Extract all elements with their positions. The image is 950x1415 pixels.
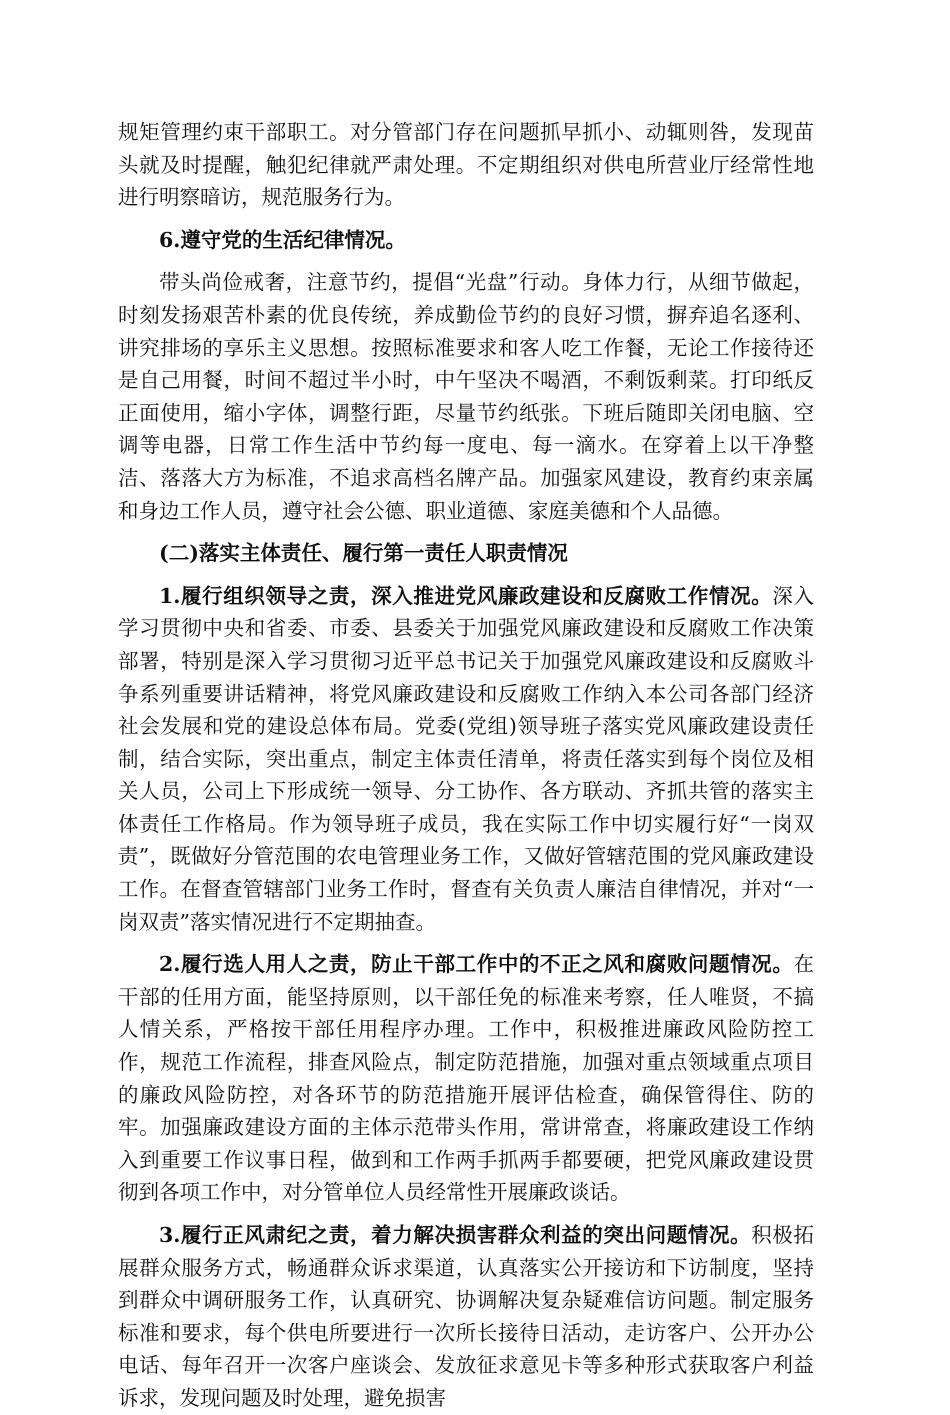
paragraph-item-3 [118,1219,814,1415]
item-1-title: 1.履行组织领导之责，深入推进党风廉政建设和反腐败工作情况。 [159,583,773,608]
paragraph-item-2 [118,948,814,1209]
item-3-title: 3.履行正风肃纪之责，着力解决损害群众利益的突出问题情况。 [159,1223,752,1247]
paragraph-life-discipline: 带头尚俭戒奢，注意节约，提倡“光盘”行动。身体力行，从细节做起，时刻发扬艰苦朴素的优良传统，养成勤俭节约的良好习惯，摒弃追名逐利、讲究排场的享乐主义思想。按照标准要求和客人吃工作餐，无论工作接待还是自己用餐，时间不超过半小时，中午坚决不喝酒，不剩饭剩菜。打印纸反正面使用，缩小字体，调整行距，尽量节约纸张。下班后随即关闭电脑、空调等电器，日常工作生活中节约每一度电、每一滴水。在穿着上以干净整洁、落落大方为标准，不追求高档名牌产品。加强家风建设，教育约束亲属和身边工作人员，遵守社会公德、职业道德、家庭美德和个人品德。 [118,270,814,523]
section-heading-2: (二)落实主体责任、履行第一责任人职责情况 [159,541,568,566]
paragraph-continuation: 规矩管理约束干部职工。对分管部门存在问题抓早抓小、动辄则咎，发现苗头就及时提醒，触犯纪律就严肃处理。不定期组织对供电所营业厅经常性地进行明察暗访，规范服务行为。 [118,120,814,210]
document-body [118,116,814,1415]
item-3-body: 积极拓展群众服务方式，畅通群众诉求渠道，认真落实公开接访和下访制度，坚持到群众中调研服务工作，认真研究、协调解决复杂疑难信访问题。制定服务标准和要求，每个供电所要进行一次所长接待日活动，走访客户、公开办公电话、每年召开一次客户座谈会、发放征求意见卡等多种形式获取客户利益诉求，发现问题及时处理，避免损害 [118,1223,815,1410]
heading-item-6: 6.遵守党的生活纪律情况。 [159,227,406,252]
paragraph-item-1 [118,580,814,939]
item-2-body: 在干部的任用方面，能坚持原则，以干部任免的标准来考察，任人唯贤，不搞人情关系，严格按干部任用程序办理。工作中，积极推进廉政风险防控工作，规范工作流程，排查风险点，制定防范措施，加强对重点领域重点项目的廉政风险防控，对各环节的防范措施开展评估检查，确保管得住、防的牢。加强廉政建设方面的主体示范带头作用，常讲常查，将廉政建设工作纳入到重要工作议事日程，做到和工作两手抓两手都要硬，把党风廉政建设贯彻到各项工作中，对分管单位人员经常性开展廉政谈话。 [118,952,814,1205]
item-2-title: 2.履行选人用人之责，防止干部工作中的不正之风和腐败问题情况。 [159,952,794,977]
item-1-body: 深入学习贯彻中央和省委、市委、县委关于加强党风廉政建设和反腐败工作决策部署，特别是深入学习贯彻习近平总书记关于加强党风廉政建设和反腐败斗争系列重要讲话精神，将党风廉政建设和反腐败工作纳入本公司各部门经济社会发展和党的建设总体布局。党委(党组)领导班子落实党风廉政建设责任制，结合实际，突出重点，制定主体责任清单，将责任落实到每个岗位及相关人员，公司上下形成统一领导、分工协作、各方联动、齐抓共管的落实主体责任工作格局。作为领导班子成员，我在实际工作中切实履行好“一岗双责”，既做好分管范围的农电管理业务工作，又做好管辖范围的党风廉政建设工作。在督查管辖部门业务工作时，督查有关负责人廉洁自律情况，并对“一岗双责”落实情况进行不定期抽查。 [118,583,814,934]
